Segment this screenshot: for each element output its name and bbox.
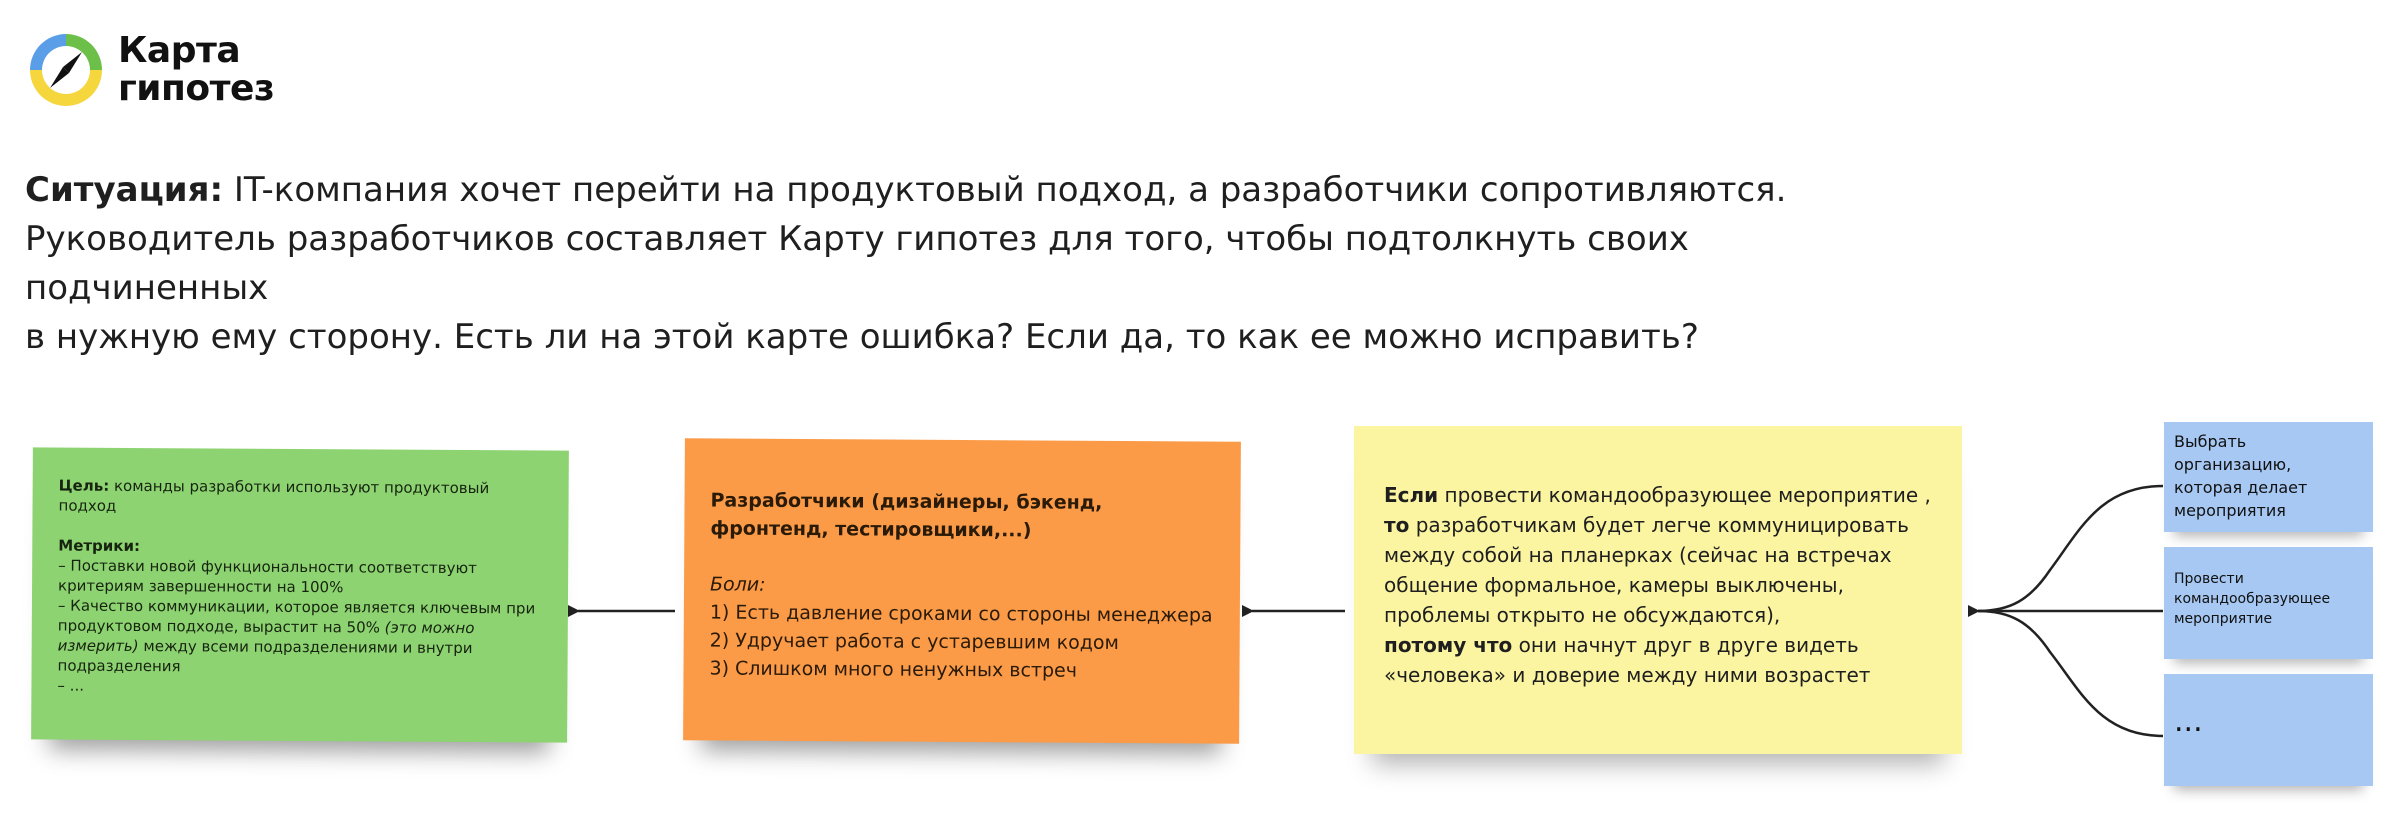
task-3-text: ... — [2174, 704, 2203, 739]
because-label: потому что — [1384, 633, 1513, 657]
actor-sticky-note — [683, 438, 1241, 743]
task-2-text: Провести командообразующее мероприятие — [2174, 571, 2331, 627]
task-sticky-note-1 — [2164, 422, 2373, 532]
metric-1: – Поставки новой функциональности соответствуют критериям завершенности на 100% — [57, 556, 477, 597]
actor-title: Разработчики (дизайнеры, бэкенд, фронтенд, тестировщики,...) — [710, 489, 1103, 542]
then-text: разработчикам будет легче коммуницировать между собой на планерках (сейчас на встречах общение формальное, камеры выключены, проблемы открыто не обсуждаются), — [1384, 513, 1909, 627]
arrow-task3-to-hypothesis — [1978, 611, 2163, 736]
task-sticky-note-3 — [2164, 674, 2373, 786]
if-text: провести командообразующее мероприятие , — [1438, 483, 1931, 507]
hypothesis-sticky-note — [1354, 426, 1962, 754]
task-sticky-note-2 — [2164, 547, 2373, 659]
because-text: они начнут друг в друге видеть «человека» и доверие между ними возрастет — [1384, 633, 1871, 687]
pain-2: 2) Удручает работа с устаревшим кодом — [709, 629, 1119, 654]
task-1-text: Выбрать организацию, которая делает мероприятия — [2174, 432, 2308, 520]
situation-label: Ситуация: — [25, 170, 224, 210]
then-label: то — [1384, 513, 1410, 537]
if-label: Если — [1384, 483, 1439, 507]
metric-2: – Качество коммуникации, которое является ключевым при продуктовом подходе, вырастит на 50% (это можно измерить) между всеми подразделениями и внутри подразделения — [57, 596, 536, 676]
logo-line1: Карта — [118, 30, 241, 71]
pains-label: Боли: — [709, 573, 766, 596]
pain-3: 3) Слишком много ненужных встреч — [709, 657, 1078, 682]
goal-sticky-note — [31, 447, 569, 742]
goal-label: Цель: — [58, 476, 110, 495]
situation-line1: IT-компания хочет перейти на продуктовый подход, а разработчики сопротивляются. — [223, 170, 1787, 210]
situation-line2: Руководитель разработчиков составляет Карту гипотез для того, чтобы подтолкнуть своих подчиненных — [25, 219, 1689, 308]
metric-3: – ... — [57, 676, 85, 695]
goal-text: команды разработки используют продуктовый подход — [58, 476, 490, 515]
arrow-tasks-to-hypothesis — [1978, 486, 2163, 611]
pain-1: 1) Есть давление сроками со стороны менеджера — [709, 601, 1213, 627]
situation-line3: в нужную ему сторону. Есть ли на этой карте ошибка? Если да, то как ее можно исправить? — [25, 317, 1699, 357]
metrics-label: Метрики: — [58, 536, 141, 556]
logo-line2: гипотез — [118, 68, 275, 109]
